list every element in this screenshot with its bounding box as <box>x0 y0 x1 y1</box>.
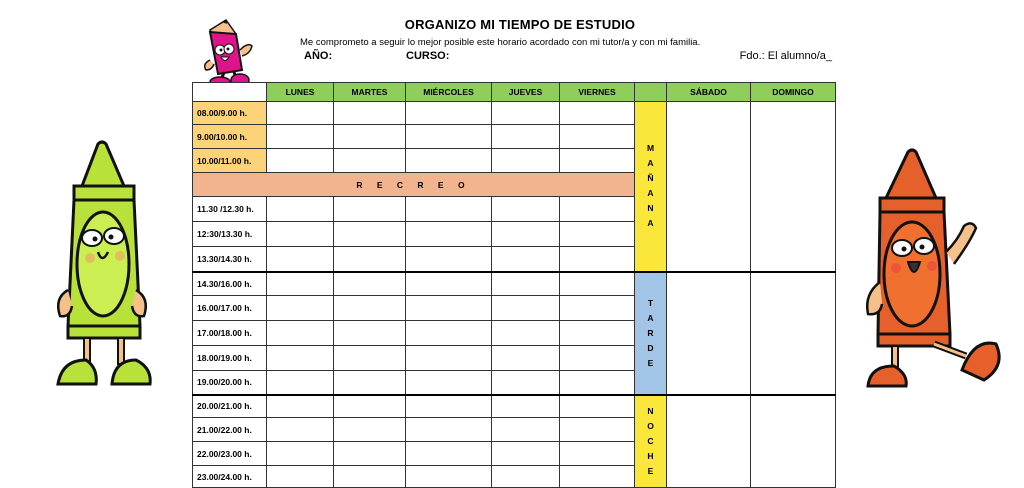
schedule-cell[interactable] <box>560 197 635 222</box>
schedule-cell[interactable] <box>267 222 334 247</box>
time-slot: 20.00/21.00 h. <box>193 395 267 418</box>
schedule-cell[interactable] <box>267 442 334 466</box>
weekend-cell-domingo-afternoon[interactable] <box>751 272 836 395</box>
schedule-cell[interactable] <box>560 395 635 418</box>
schedule-cell[interactable] <box>560 371 635 395</box>
table-row <box>193 395 836 418</box>
time-slot: 22.00/23.00 h. <box>193 442 267 466</box>
corner-cell <box>193 83 267 102</box>
day-header-martes: MARTES <box>334 83 406 102</box>
schedule-cell[interactable] <box>492 346 560 371</box>
schedule-cell[interactable] <box>267 272 334 296</box>
schedule-cell[interactable] <box>334 272 406 296</box>
schedule-cell[interactable] <box>406 197 492 222</box>
time-slot: 13.30/14.30 h. <box>193 247 267 272</box>
schedule-cell[interactable] <box>334 125 406 149</box>
schedule-cell[interactable] <box>492 371 560 395</box>
schedule-cell[interactable] <box>406 395 492 418</box>
schedule-cell[interactable] <box>492 272 560 296</box>
band-afternoon-label: T A R D E <box>647 297 654 368</box>
time-slot: 16.00/17.00 h. <box>193 296 267 321</box>
day-header-lunes: LUNES <box>267 83 334 102</box>
schedule-cell[interactable] <box>406 321 492 346</box>
course-label: CURSO: <box>406 50 450 62</box>
schedule-cell[interactable] <box>492 418 560 442</box>
schedule-cell[interactable] <box>406 418 492 442</box>
schedule-cell[interactable] <box>560 346 635 371</box>
schedule-cell[interactable] <box>492 149 560 173</box>
schedule-cell[interactable] <box>560 247 635 272</box>
schedule-cell[interactable] <box>406 272 492 296</box>
schedule-cell[interactable] <box>406 102 492 125</box>
schedule-cell[interactable] <box>406 149 492 173</box>
band-morning-label: M A Ñ A N A <box>646 143 655 229</box>
schedule-cell[interactable] <box>492 442 560 466</box>
time-slot: 10.00/11.00 h. <box>193 149 267 173</box>
schedule-cell[interactable] <box>560 296 635 321</box>
schedule-cell[interactable] <box>560 321 635 346</box>
schedule-cell[interactable] <box>334 466 406 488</box>
schedule-cell[interactable] <box>406 296 492 321</box>
schedule-cell[interactable] <box>560 272 635 296</box>
time-slot: 21.00/22.00 h. <box>193 418 267 442</box>
schedule-cell[interactable] <box>267 102 334 125</box>
schedule-cell[interactable] <box>492 296 560 321</box>
commitment-text: Me comprometo a seguir lo mejor posible este horario acordado con mi tutor/a y con mi familia. <box>300 37 701 48</box>
schedule-cell[interactable] <box>492 395 560 418</box>
band-night-label: N O C H E <box>647 405 654 476</box>
schedule-cell[interactable] <box>267 418 334 442</box>
schedule-cell[interactable] <box>267 371 334 395</box>
schedule-cell[interactable] <box>492 247 560 272</box>
schedule-cell[interactable] <box>406 346 492 371</box>
schedule-cell[interactable] <box>492 466 560 488</box>
schedule-cell[interactable] <box>334 418 406 442</box>
schedule-cell[interactable] <box>334 371 406 395</box>
schedule-cell[interactable] <box>406 371 492 395</box>
schedule-cell[interactable] <box>406 125 492 149</box>
schedule-cell[interactable] <box>406 442 492 466</box>
schedule-cell[interactable] <box>334 222 406 247</box>
schedule-cell[interactable] <box>492 197 560 222</box>
orange-crayon-illustration-icon <box>846 144 1016 390</box>
schedule-cell[interactable] <box>267 395 334 418</box>
weekend-cell-sabado-afternoon[interactable] <box>667 272 751 395</box>
signature-label: Fdo.: El alumno/a_ <box>739 50 832 62</box>
schedule-cell[interactable] <box>334 149 406 173</box>
schedule-table <box>192 82 836 488</box>
schedule-cell[interactable] <box>334 197 406 222</box>
table-row <box>193 102 836 125</box>
weekend-cell-domingo-morning[interactable] <box>751 102 836 272</box>
time-slot: 08.00/9.00 h. <box>193 102 267 125</box>
time-slot: 23.00/24.00 h. <box>193 466 267 488</box>
schedule-cell[interactable] <box>267 149 334 173</box>
schedule-cell[interactable] <box>267 321 334 346</box>
band-night <box>635 395 667 488</box>
schedule-cell[interactable] <box>334 247 406 272</box>
schedule-cell[interactable] <box>560 102 635 125</box>
schedule-cell[interactable] <box>560 418 635 442</box>
schedule-cell[interactable] <box>267 197 334 222</box>
weekend-cell-sabado-morning[interactable] <box>667 102 751 272</box>
schedule-cell[interactable] <box>267 346 334 371</box>
schedule-cell[interactable] <box>267 466 334 488</box>
green-crayon-illustration-icon <box>40 138 160 390</box>
day-header-jueves: JUEVES <box>492 83 560 102</box>
weekend-cell-domingo-night[interactable] <box>751 395 836 488</box>
weekend-cell-sabado-night[interactable] <box>667 395 751 488</box>
schedule-cell[interactable] <box>334 102 406 125</box>
schedule-cell[interactable] <box>406 466 492 488</box>
schedule-cell[interactable] <box>560 125 635 149</box>
break-label: R E C R E O <box>193 173 635 197</box>
time-slot: 11.30 /12.30 h. <box>193 197 267 222</box>
pink-pencil-illustration-icon <box>196 12 266 88</box>
time-slot: 14.30/16.00 h. <box>193 272 267 296</box>
day-header-sabado: SÁBADO <box>667 83 751 102</box>
schedule-cell[interactable] <box>334 321 406 346</box>
schedule-cell[interactable] <box>560 466 635 488</box>
day-header-domingo: DOMINGO <box>751 83 836 102</box>
schedule-cell[interactable] <box>267 247 334 272</box>
time-slot: 19.00/20.00 h. <box>193 371 267 395</box>
schedule-cell[interactable] <box>492 321 560 346</box>
day-header-miercoles: MIÉRCOLES <box>406 83 492 102</box>
band-afternoon <box>635 272 667 395</box>
schedule-cell[interactable] <box>492 222 560 247</box>
schedule-cell[interactable] <box>334 346 406 371</box>
schedule-cell[interactable] <box>560 149 635 173</box>
schedule-cell[interactable] <box>267 125 334 149</box>
header-row <box>193 83 836 102</box>
page-title: ORGANIZO MI TIEMPO DE ESTUDIO <box>404 17 636 32</box>
schedule-cell[interactable] <box>406 247 492 272</box>
schedule-cell[interactable] <box>560 442 635 466</box>
schedule-cell[interactable] <box>334 296 406 321</box>
time-slot: 18.00/19.00 h. <box>193 346 267 371</box>
time-slot: 12:30/13.30 h. <box>193 222 267 247</box>
schedule-cell[interactable] <box>492 102 560 125</box>
schedule-cell[interactable] <box>334 395 406 418</box>
schedule-cell[interactable] <box>267 296 334 321</box>
schedule-cell[interactable] <box>560 222 635 247</box>
day-header-viernes: VIERNES <box>560 83 635 102</box>
time-slot: 17.00/18.00 h. <box>193 321 267 346</box>
schedule-cell[interactable] <box>334 442 406 466</box>
table-row <box>193 272 836 296</box>
band-header <box>635 83 667 102</box>
band-morning <box>635 102 667 272</box>
schedule-cell[interactable] <box>406 222 492 247</box>
year-label: AÑO: <box>304 50 333 62</box>
time-slot: 9.00/10.00 h. <box>193 125 267 149</box>
schedule-cell[interactable] <box>492 125 560 149</box>
